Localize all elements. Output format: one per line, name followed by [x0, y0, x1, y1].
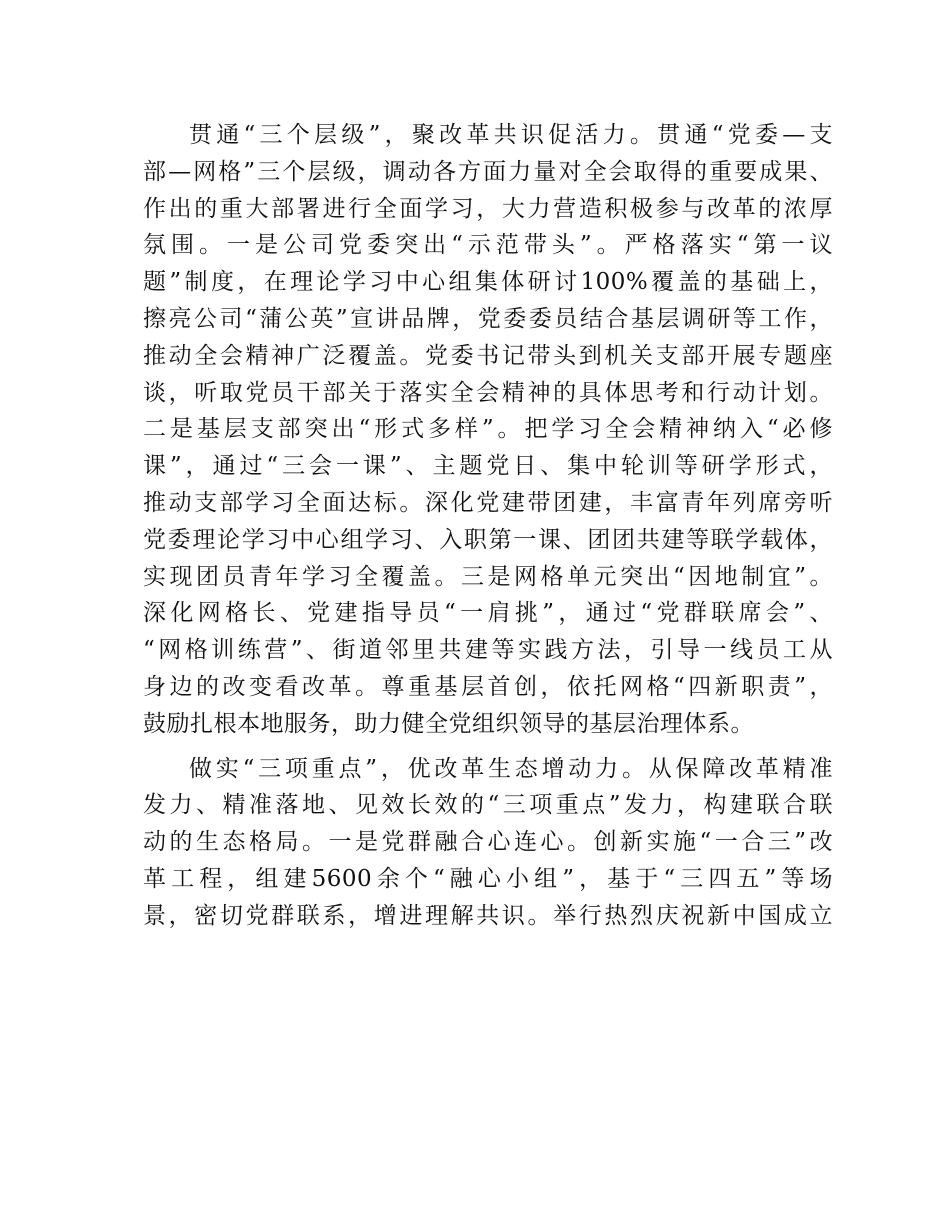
text-line: 做实“三项重点”，优改革生态增动力。从保障改革精准: [189, 755, 833, 782]
text-line: 推动支部学习全面达标。深化党建带团建，丰富青年列席旁听: [143, 489, 833, 516]
text-line: 发力、精准落地、见效长效的“三项重点”发力，构建联合联: [143, 792, 833, 819]
text-line: 景，密切党群联系，增进理解共识。举行热烈庆祝新中国成立: [143, 902, 833, 929]
text-line: 深化网格长、党建指导员“一肩挑”，通过“党群联席会”、: [143, 600, 833, 627]
text-line: 身边的改变看改革。尊重基层首创，依托网格“四新职责”，: [143, 673, 833, 700]
document-body: [143, 117, 833, 935]
text-line: 推动全会精神广泛覆盖。党委书记带头到机关支部开展专题座: [143, 342, 833, 369]
text-line: 部—网格”三个层级，调动各方面力量对全会取得的重要成果、: [143, 158, 833, 185]
text-line: 革工程，组建5600余个“融心小组”，基于“三四五”等场: [143, 865, 833, 892]
text-line: 作出的重大部署进行全面学习，大力营造积极参与改革的浓厚: [143, 195, 833, 222]
text-line: 贯通“三个层级”，聚改革共识促活力。贯通“党委—支: [189, 122, 833, 148]
text-line: 动的生态格局。一是党群融合心连心。创新实施“一合三”改: [143, 829, 833, 856]
text-line: 鼓励扎根本地服务，助力健全党组织领导的基层治理体系。: [143, 710, 754, 737]
text-line: 二是基层支部突出“形式多样”。把学习全会精神纳入“必修: [143, 416, 833, 443]
text-line: 氛围。一是公司党委突出“示范带头”。严格落实“第一议: [143, 232, 833, 259]
text-line: 党委理论学习中心组学习、入职第一课、团团共建等联学载体，: [143, 526, 833, 553]
text-line: 实现团员青年学习全覆盖。三是网格单元突出“因地制宜”。: [143, 563, 833, 590]
text-line: 擦亮公司“蒲公英”宣讲品牌，党委委员结合基层调研等工作，: [143, 305, 833, 332]
paragraph: [143, 117, 833, 743]
text-line: 谈，听取党员干部关于落实全会精神的具体思考和行动计划。: [143, 379, 833, 406]
paragraph: [143, 751, 833, 935]
text-line: “网格训练营”、街道邻里共建等实践方法，引导一线员工从: [143, 637, 833, 664]
text-line: 题”制度，在理论学习中心组集体研讨100%覆盖的基础上，: [143, 269, 833, 296]
text-line: 课”，通过“三会一课”、主题党日、集中轮训等研学形式，: [143, 453, 833, 480]
